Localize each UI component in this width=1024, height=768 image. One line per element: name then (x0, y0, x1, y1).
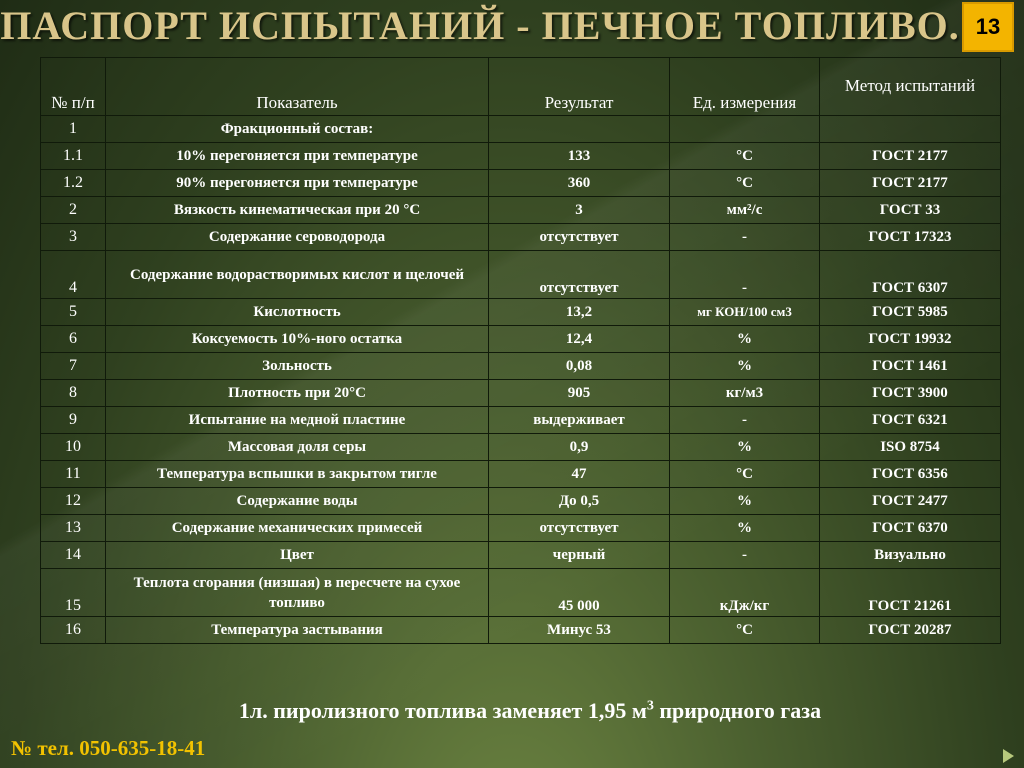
footer-text-main: 1л. пиролизного топлива заменяет 1,95 м (238, 698, 647, 723)
row-result-cell: черный (489, 542, 670, 569)
row-result-cell: 360 (489, 170, 670, 197)
row-indicator-cell: Температура вспышки в закрытом тигле (106, 461, 489, 488)
row-method-cell: ГОСТ 3900 (820, 380, 1001, 407)
slide-number-badge: 13 (962, 2, 1014, 52)
row-result-cell (489, 116, 670, 143)
table-body (41, 116, 1001, 644)
table-row (41, 380, 1001, 407)
row-result-cell: отсутствует (489, 251, 670, 299)
table-row (41, 434, 1001, 461)
row-unit-cell: % (670, 434, 820, 461)
table-row (41, 515, 1001, 542)
table-row (41, 326, 1001, 353)
phone-number: № тел. 050-635-18-41 (11, 736, 206, 760)
row-unit-cell (670, 116, 820, 143)
table-row (41, 197, 1001, 224)
row-indicator-cell: Кислотность (106, 299, 489, 326)
row-num-cell: 6 (41, 326, 106, 353)
row-unit-cell: кДж/кг (670, 569, 820, 617)
row-result-cell: 905 (489, 380, 670, 407)
row-method-cell: ГОСТ 2177 (820, 143, 1001, 170)
row-result-cell: 3 (489, 197, 670, 224)
row-indicator-cell: Содержание сероводорода (106, 224, 489, 251)
next-slide-arrow-icon[interactable] (1003, 749, 1014, 763)
row-num-cell: 9 (41, 407, 106, 434)
row-method-cell: ГОСТ 6370 (820, 515, 1001, 542)
table-row (41, 143, 1001, 170)
row-method-cell: ГОСТ 2177 (820, 170, 1001, 197)
row-unit-cell: % (670, 488, 820, 515)
row-result-cell: 13,2 (489, 299, 670, 326)
table-row (41, 116, 1001, 143)
table-row (41, 170, 1001, 197)
row-indicator-cell: Вязкость кинематическая при 20 °С (106, 197, 489, 224)
header-num: № п/п (41, 58, 106, 116)
row-unit-cell: % (670, 326, 820, 353)
row-method-cell: ГОСТ 20287 (820, 617, 1001, 644)
row-unit-cell: °С (670, 461, 820, 488)
footer-text-after: природного газа (653, 698, 822, 723)
row-num-cell: 15 (41, 569, 106, 617)
row-method-cell: ГОСТ 1461 (820, 353, 1001, 380)
row-method-cell: ГОСТ 6356 (820, 461, 1001, 488)
row-indicator-cell: Фракционный состав: (106, 116, 489, 143)
row-result-cell: Минус 53 (489, 617, 670, 644)
row-indicator-cell: 10% перегоняется при температуре (106, 143, 489, 170)
row-unit-cell: - (670, 224, 820, 251)
table-row (41, 569, 1001, 617)
row-result-cell: 12,4 (489, 326, 670, 353)
row-result-cell: 0,08 (489, 353, 670, 380)
row-num-cell: 11 (41, 461, 106, 488)
header-result: Результат (489, 58, 670, 116)
row-result-cell: выдерживает (489, 407, 670, 434)
row-method-cell (820, 116, 1001, 143)
row-num-cell: 1.2 (41, 170, 106, 197)
test-passport-table (40, 57, 1001, 644)
row-result-cell: 0,9 (489, 434, 670, 461)
row-unit-cell: % (670, 353, 820, 380)
row-unit-cell: - (670, 407, 820, 434)
table-row (41, 617, 1001, 644)
row-unit-cell: мг КОН/100 см3 (670, 299, 820, 326)
row-num-cell: 5 (41, 299, 106, 326)
row-result-cell: 133 (489, 143, 670, 170)
row-indicator-cell: Теплота сгорания (низшая) в пересчете на сухое топливо (106, 569, 489, 617)
table-row (41, 353, 1001, 380)
row-method-cell: ГОСТ 6307 (820, 251, 1001, 299)
row-num-cell: 13 (41, 515, 106, 542)
slide-title: ПАСПОРТ ИСПЫТАНИЙ - ПЕЧНОЕ ТОПЛИВО. (0, 3, 960, 48)
header-unit: Ед. измерения (670, 58, 820, 116)
row-num-cell: 1.1 (41, 143, 106, 170)
row-method-cell: ГОСТ 2477 (820, 488, 1001, 515)
row-result-cell: 45 000 (489, 569, 670, 617)
row-num-cell: 14 (41, 542, 106, 569)
row-indicator-cell: Содержание водорастворимых кислот и щелочей (106, 251, 489, 299)
header-method: Метод испытаний (820, 58, 1001, 116)
row-indicator-cell: Содержание воды (106, 488, 489, 515)
row-unit-cell: - (670, 251, 820, 299)
table-row (41, 251, 1001, 299)
row-indicator-cell: 90% перегоняется при температуре (106, 170, 489, 197)
row-unit-cell: °С (670, 617, 820, 644)
row-unit-cell: кг/м3 (670, 380, 820, 407)
row-num-cell: 7 (41, 353, 106, 380)
row-method-cell: ГОСТ 6321 (820, 407, 1001, 434)
row-indicator-cell: Зольность (106, 353, 489, 380)
row-method-cell: ISO 8754 (820, 434, 1001, 461)
row-num-cell: 2 (41, 197, 106, 224)
footer-superscript: 3 (646, 698, 654, 714)
row-method-cell: ГОСТ 21261 (820, 569, 1001, 617)
row-method-cell: ГОСТ 17323 (820, 224, 1001, 251)
row-unit-cell: % (670, 515, 820, 542)
row-num-cell: 3 (41, 224, 106, 251)
row-indicator-cell: Плотность при 20°С (106, 380, 489, 407)
table-row (41, 407, 1001, 434)
row-num-cell: 12 (41, 488, 106, 515)
row-unit-cell: °С (670, 143, 820, 170)
row-num-cell: 10 (41, 434, 106, 461)
row-indicator-cell: Температура застывания (106, 617, 489, 644)
row-indicator-cell: Испытание на медной пластине (106, 407, 489, 434)
header-indicator: Показатель (106, 58, 489, 116)
row-method-cell: ГОСТ 5985 (820, 299, 1001, 326)
row-num-cell: 1 (41, 116, 106, 143)
row-num-cell: 8 (41, 380, 106, 407)
row-unit-cell: мм²/с (670, 197, 820, 224)
row-method-cell: ГОСТ 19932 (820, 326, 1001, 353)
row-method-cell: ГОСТ 33 (820, 197, 1001, 224)
row-indicator-cell: Содержание механических примесей (106, 515, 489, 542)
row-unit-cell: - (670, 542, 820, 569)
table-header-row (41, 58, 1001, 116)
table-row (41, 461, 1001, 488)
row-num-cell: 4 (41, 251, 106, 299)
row-indicator-cell: Массовая доля серы (106, 434, 489, 461)
row-result-cell: 47 (489, 461, 670, 488)
row-indicator-cell: Коксуемость 10%-ного остатка (106, 326, 489, 353)
row-method-cell: Визуально (820, 542, 1001, 569)
footer-statement (0, 698, 1024, 724)
row-result-cell: До 0,5 (489, 488, 670, 515)
row-indicator-cell: Цвет (106, 542, 489, 569)
row-unit-cell: °С (670, 170, 820, 197)
table-row (41, 542, 1001, 569)
table-row (41, 488, 1001, 515)
row-result-cell: отсутствует (489, 515, 670, 542)
row-result-cell: отсутствует (489, 224, 670, 251)
table-row (41, 299, 1001, 326)
table-row (41, 224, 1001, 251)
row-num-cell: 16 (41, 617, 106, 644)
